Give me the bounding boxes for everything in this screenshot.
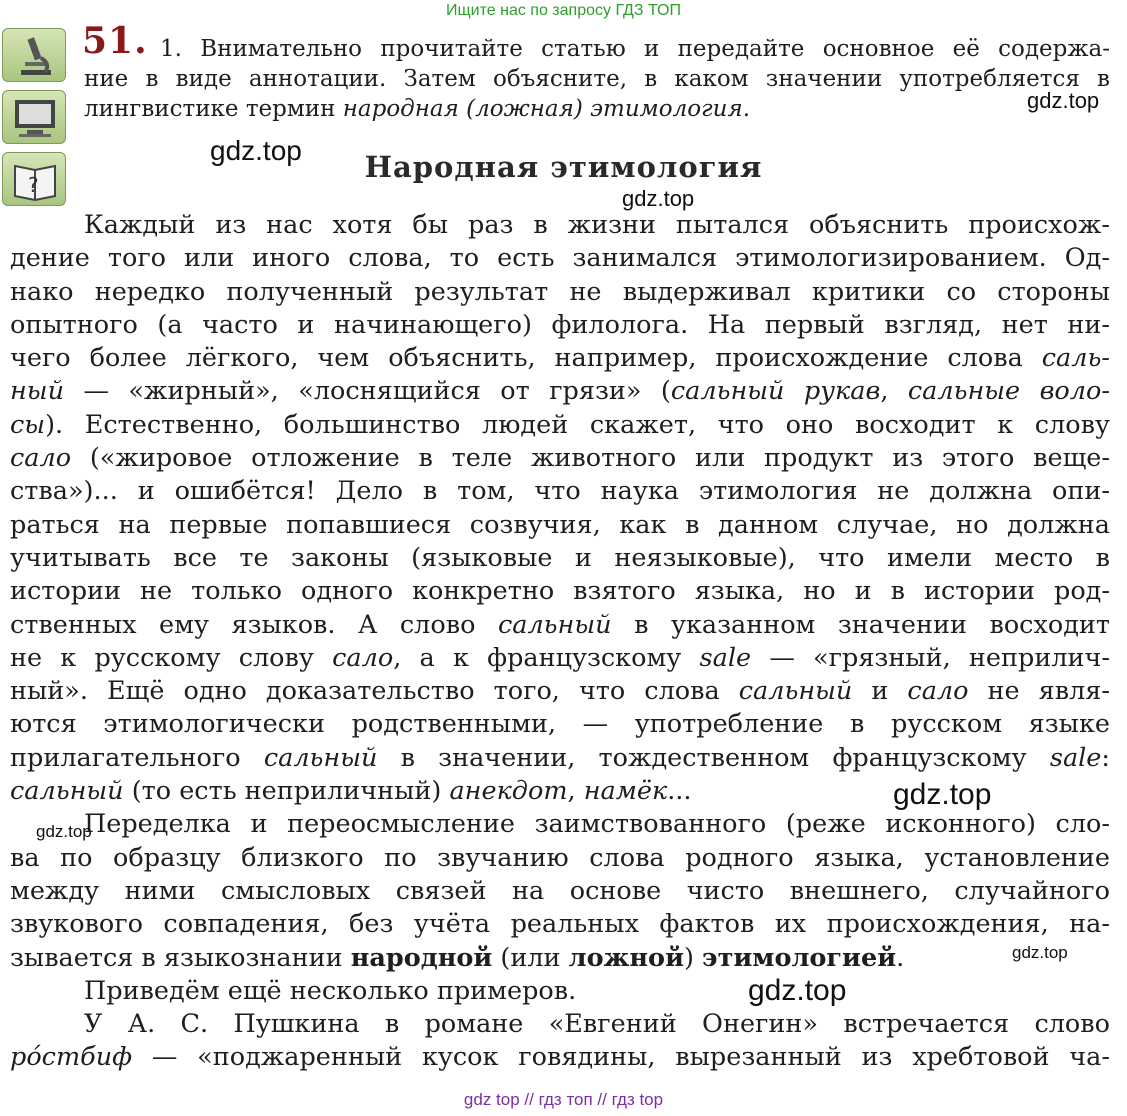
watermark: gdz.top [622, 186, 695, 211]
watermark: gdz.top [748, 974, 847, 1007]
text-line: опытного (а часто и начинающего) филолога. На первый взгляд, нет ни- [10, 309, 1110, 340]
text-line: Каждый из нас хотя бы раз в жизни пытался объяснить происхож- [84, 210, 1110, 240]
text-line: ро́стбиф — «поджаренный кусок говядины, вырезанный из хребтовой ча- [10, 1042, 1110, 1073]
microscope-icon [2, 28, 66, 82]
text-line: истории не только одного конкретно взятого языка, но и в истории род- [10, 576, 1110, 607]
text-line: ственных ему языков. А слово сальный в указанном значении восходит [10, 609, 1110, 640]
text-line: ный — «жирный», «лоснящийся от грязи» (сальный рукав, сальные воло- [10, 376, 1110, 407]
text-line: сало («жировое отложение в теле животного или продукт из этого веще- [10, 443, 1110, 474]
text-line: звукового совпадения, без учёта реальных фактов их происхождения, на- [10, 909, 1110, 940]
text-line: чего более лёгкого, чем объяснить, например, происхождение слова саль- [10, 343, 1110, 374]
text-line: нако нередко полученный результат не выдерживал критики со стороны [10, 276, 1110, 307]
text-line: ный». Ещё одно доказательство того, что слова сальный и сало не явля- [10, 676, 1110, 707]
task-line-1: 1. Внимательно прочитайте статью и передайте основное её содержа- [160, 36, 1110, 62]
watermark: gdz.top [210, 135, 302, 166]
text-line: раться на первые попавшиеся созвучия, как в данном случае, но должна [10, 509, 1110, 540]
text-line: Переделка и переосмысление заимствованного (реже исконного) сло- [84, 809, 1110, 840]
text-line: не к русскому слову сало, а к французскому sale — «грязный, неприлич- [10, 642, 1110, 673]
computer-icon [2, 90, 66, 144]
text-line: дение того или иного слова, то есть занимался этимологизированием. Од- [10, 243, 1110, 274]
text-line: между ними смысловых связей на основе чисто внешнего, случайного [10, 875, 1110, 906]
watermark: gdz.top [36, 822, 92, 841]
article-title: Народная этимология [364, 150, 763, 184]
text-line: сы). Естественно, большинство людей скажет, что оно восходит к слову [10, 409, 1110, 440]
text-line: Приведём ещё несколько примеров. [84, 975, 577, 1006]
text-line: У А. С. Пушкина в романе «Евгений Онегин» встречается слово [84, 1009, 1110, 1040]
margin-icons [2, 28, 70, 214]
task-number: 51. [82, 20, 148, 62]
text-line: сальный (то есть неприличный) анекдот, намёк... [10, 776, 692, 807]
watermark: gdz.top [893, 778, 992, 811]
watermark: gdz.top [1012, 943, 1068, 962]
text-line: учитывать все те законы (языковые и неязыковые), что имели место в [10, 542, 1110, 573]
text-line: ются этимологически родственными, — употребление в русском языке [10, 709, 1110, 740]
top-banner[interactable]: Ищите нас по запросу ГДЗ ТОП [446, 2, 681, 19]
watermark: gdz.top [1027, 88, 1100, 113]
text-line: ва по образцу близкого по звучанию слова родного языка, установление [10, 842, 1110, 873]
task-line-2: ние в виде аннотации. Затем объясните, в каком значении употребляется в [84, 66, 1110, 92]
task-line-3: лингвистике термин народная (ложная) этимология. [84, 96, 751, 122]
text-line: прилагательного сальный в значении, тождественном французскому sale: [10, 742, 1110, 773]
svg-text:?: ? [28, 173, 39, 197]
article-body [10, 209, 1110, 1075]
text-line: ства»)... и ошибётся! Дело в том, что наука этимология не должна опи- [10, 476, 1110, 507]
footer-links[interactable]: gdz top // гдз топ // гдз top [463, 1090, 664, 1109]
text-line: зывается в языкознании народной (или ложной) этимологией. [10, 942, 905, 973]
